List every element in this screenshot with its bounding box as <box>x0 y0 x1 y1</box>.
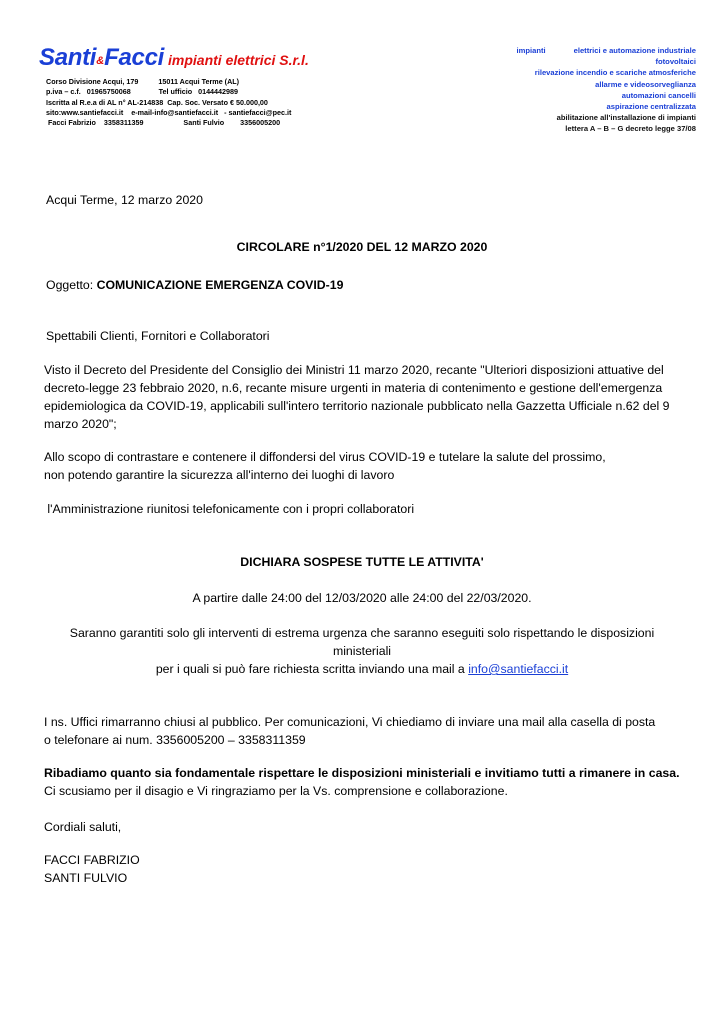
service-line <box>516 45 696 56</box>
service-line: aspirazione centralizzata <box>606 102 696 112</box>
paragraph-line: non potendo garantire la sicurezza all'interno dei luoghi di lavoro <box>44 468 395 482</box>
company-info-line: sito:www.santiefacci.it e-mail-info@santiefacci.it - santiefacci@pec.it <box>46 107 292 117</box>
urgent-line: Saranno garantiti solo gli interventi di estrema urgenza che saranno eseguiti solo rispettando le disposizioni <box>69 626 655 640</box>
service-line: lettera A – B – G decreto legge 37/08 <box>565 124 696 134</box>
subject-label: Oggetto: <box>46 278 97 292</box>
paragraph-line: epidemiologica da COVID-19, applicabili sull'intero territorio nazionale pubblicato nella Gazzetta Ufficiale n.62 del 9 <box>44 399 670 413</box>
offices-line: I ns. Uffici rimarranno chiusi al pubblico. Per comunicazioni, Vi chiediamo di inviare una mail alla casella di posta <box>44 715 656 729</box>
email-link[interactable]: info@santiefacci.it <box>468 662 569 676</box>
urgent-line-text: per i quali si può fare richiesta scritta inviando una mail a <box>155 662 469 676</box>
urgent-interventions <box>0 624 724 678</box>
circular-title: CIRCOLARE n°1/2020 DEL 12 MARZO 2020 <box>236 240 488 254</box>
declaration: DICHIARA SOSPESE TUTTE LE ATTIVITA' <box>240 555 484 569</box>
signature-block <box>44 851 140 887</box>
paragraph-administration: l'Amministrazione riunitosi telefonicamente con i propri collaboratori <box>44 502 415 516</box>
company-info-line: Corso Divisione Acqui, 179 15011 Acqui Terme (AL) <box>46 77 240 86</box>
brand-ampersand: & <box>96 55 105 67</box>
emphasis-line: Ribadiamo quanto sia fondamentale rispettare le disposizioni ministeriali e invitiamo tutti a rimanere in casa. <box>44 766 680 780</box>
subject-text: COMUNICAZIONE EMERGENZA COVID-19 <box>96 278 344 292</box>
service-line: rilevazione incendio e scariche atmosferiche <box>534 68 696 78</box>
service-line: allarme e videosorveglianza <box>595 79 696 89</box>
paragraph-decree <box>44 361 670 433</box>
company-logo <box>39 44 309 72</box>
place-date: Acqui Terme, 12 marzo 2020 <box>46 193 203 207</box>
brand-subtitle: impianti elettrici S.r.l. <box>168 52 309 68</box>
apology-line: Ci scusiamo per il disagio e Vi ringraziamo per la Vs. comprensione e collaborazione. <box>44 784 508 798</box>
signature-name: FACCI FABRIZIO <box>44 853 140 867</box>
service-line: fotovoltaici <box>655 57 696 67</box>
salutation: Spettabili Clienti, Fornitori e Collaboratori <box>46 329 270 343</box>
brand-facci: Facci <box>104 44 165 71</box>
offices-notice <box>44 713 655 749</box>
closing: Cordiali saluti, <box>44 820 122 834</box>
paragraph-line: Allo scopo di contrastare e contenere il diffondersi del virus COVID-19 e tutelare la salute del prossimo, <box>44 450 606 464</box>
urgent-line: ministeriali <box>332 644 392 658</box>
paragraph-line: decreto-legge 23 febbraio 2020, n.6, recante misure urgenti in materia di contenimento e gestione dell'emergenza <box>44 381 663 395</box>
signature-name: SANTI FULVIO <box>44 871 128 885</box>
paragraph-line: marzo 2020"; <box>44 417 117 431</box>
service-line-right: elettrici e automazione industriale <box>573 46 696 55</box>
brand-santi: Santi <box>39 44 97 71</box>
services-list <box>516 45 696 135</box>
paragraph-scope <box>44 448 606 484</box>
company-info-line: p.iva – c.f. 01965750068 Tel ufficio 0144442989 <box>46 87 239 97</box>
paragraph-line: Visto il Decreto del Presidente del Consiglio dei Ministri 11 marzo 2020, recante "Ulteriori disposizioni attuative del <box>44 363 664 377</box>
subject-line <box>46 276 343 294</box>
company-info-line: Iscritta al R.e.a di AL n° AL-214838 Cap. Soc. Versato € 50.000,00 <box>46 97 268 107</box>
service-line: automazioni cancelli <box>621 90 696 100</box>
company-info-line: Facci Fabrizio 3358311359 Santi Fulvio 3356005200 <box>46 118 281 128</box>
offices-line: o telefonare ai num. 3356005200 – 3358311359 <box>44 733 306 747</box>
suspension-period: A partire dalle 24:00 del 12/03/2020 alle 24:00 del 22/03/2020. <box>192 591 532 605</box>
company-info <box>46 77 291 128</box>
service-line: abilitazione all'installazione di impianti <box>556 113 696 123</box>
urgent-line <box>0 660 724 678</box>
service-line-left: impianti <box>516 46 546 55</box>
